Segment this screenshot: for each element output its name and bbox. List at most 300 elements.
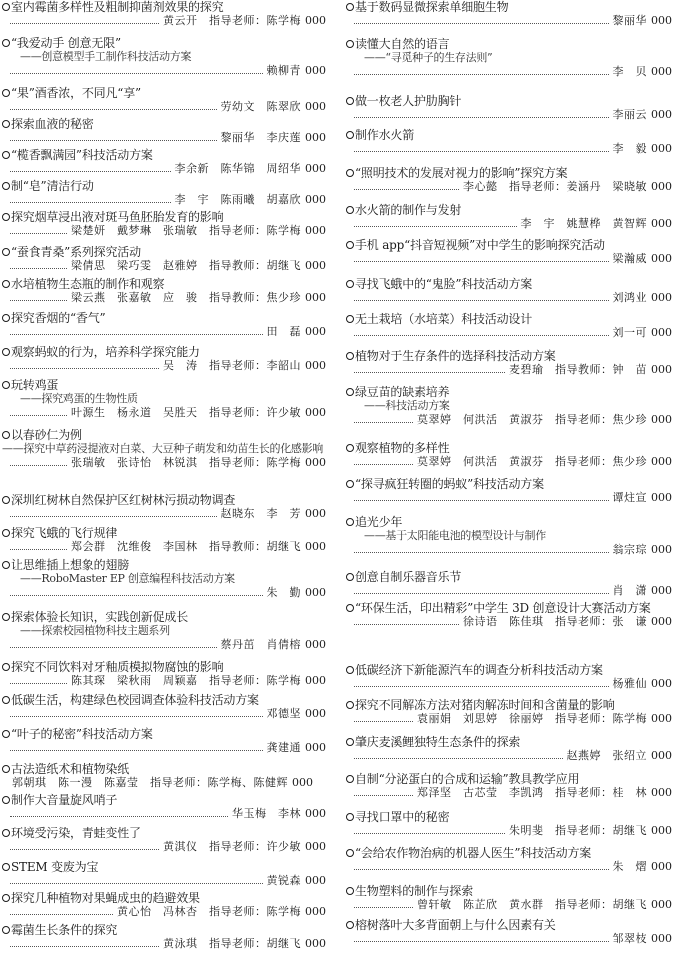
entry-page-number: 000 [651,615,672,628]
entry-title-line [346,37,672,51]
toc-entry[interactable] [346,166,672,194]
toc-entry[interactable] [2,277,326,305]
entry-title-line [2,0,326,14]
entry-authors: 刘鸿业 [612,291,647,304]
toc-entry[interactable] [346,515,672,557]
entry-page-number: 000 [651,65,672,78]
toc-entry[interactable] [346,128,672,156]
entry-page-number: 000 [305,325,326,338]
entry-title: 水火箭的制作与发射 [355,203,462,217]
entry-authors: 黄淇仪 指导老师：许少敏 [163,840,301,853]
entry-authors: 郑泽坚 古芯莹 李凯鸿 指导老师：桂 林 [417,786,647,799]
entry-author-line [346,291,672,305]
toc-entry[interactable] [346,477,672,505]
entry-page-number: 000 [651,932,672,945]
entry-authors: 李 毅 [612,142,647,155]
entry-page-number: 000 [305,131,326,144]
entry-title-line [2,117,326,131]
entry-title-line [346,663,672,677]
toc-entry[interactable] [2,345,326,373]
dot-leader [10,849,159,850]
entry-page-number: 000 [305,807,326,820]
entry-title-line [2,493,326,507]
dot-leader [10,140,217,141]
entry-title-line [346,515,672,529]
entry-page-number: 000 [305,707,326,720]
entry-title: 无土栽培（水培菜）科技活动设计 [355,312,533,326]
circle-bullet-icon [2,431,10,439]
entry-author-line [2,586,326,600]
dot-leader [10,334,263,335]
entry-title-line [346,884,672,898]
entry-page-number: 000 [305,874,326,887]
dot-leader [354,300,609,301]
entry-title: “照明技术的发展对视力的影响”探究方案 [355,166,568,180]
circle-bullet-icon [2,894,10,902]
toc-entry[interactable] [2,793,326,821]
entry-author-line [346,217,672,231]
circle-bullet-icon [346,604,354,612]
entry-title: 探究不同解冻方法对猪肉解冻时间和含菌量的影响 [355,698,615,712]
entry-authors: 叶源生 杨永道 吴胜天 指导老师：许少敏 [71,406,301,419]
entry-authors: 梁云燕 张嘉敏 应 骏 指导教师：焦少珍 [71,291,301,304]
entry-title: 古法造纸术和植物染纸 [11,762,130,776]
dot-leader [354,552,609,553]
entry-authors: 赵燕婷 张绍立 [566,749,647,762]
entry-page-number: 000 [651,252,672,265]
entry-page-number: 000 [305,741,326,754]
dot-leader [10,109,217,110]
entry-title-line [2,179,326,193]
entry-author-line [346,712,672,726]
entry-title-line [2,428,326,442]
entry-authors: 黎丽华 李庆莲 [220,131,301,144]
circle-bullet-icon [346,480,354,488]
circle-bullet-icon [2,863,10,871]
entry-page-number: 000 [305,406,326,419]
circle-bullet-icon [346,169,354,177]
entry-title: 追光少年 [355,515,403,529]
entry-title-line [2,558,326,572]
entry-author-line [2,807,326,821]
entry-authors: 郭朝琪 陈一漫 陈嘉莹 指导老师：陈学梅、陈健辉 [12,776,288,789]
entry-subtitle: ——探索校园植物科技主题系列 [20,624,170,637]
circle-bullet-icon [2,39,10,47]
entry-title: 环境受污染，青蛙变性了 [11,826,141,840]
entry-page-number: 000 [305,291,326,304]
toc-entry[interactable] [2,210,326,238]
circle-bullet-icon [346,206,354,214]
entry-title: 读懂大自然的语言 [355,37,450,51]
entry-title: “果”酒香浓，不同凡“享” [11,86,141,100]
entry-title: 观察蚂蚁的行为，培养科学探究能力 [11,345,200,359]
entry-authors: 朱 熠 [612,860,647,873]
entry-author-line [346,65,672,79]
toc-entry[interactable] [346,884,672,912]
entry-author-line [2,64,326,78]
entry-author-line [346,543,672,557]
entry-author-line [346,142,672,156]
entry-page-number: 000 [305,162,326,175]
circle-bullet-icon [2,765,10,773]
toc-entry[interactable] [2,179,326,207]
entry-page-number: 000 [305,100,326,113]
entry-author-line [2,905,326,919]
entry-page-number: 000 [651,108,672,121]
toc-entry[interactable] [2,378,326,420]
entry-authors: 梁瀚威 [612,252,647,265]
dot-leader [10,549,67,550]
entry-author-line [2,507,326,521]
entry-title-line [2,311,326,325]
dot-leader [354,624,459,625]
toc-entry[interactable] [2,660,326,688]
entry-title-line [346,477,672,491]
entry-title: 室内霉菌多样性及粗制抑菌剂效果的探究 [11,0,224,14]
entry-page-number: 000 [292,776,313,789]
entry-author-line [2,14,326,28]
entry-title: 制作水火箭 [355,128,415,142]
entry-authors: 华玉梅 李林 [232,807,301,820]
toc-entry[interactable] [2,558,326,600]
entry-author-line [2,100,326,114]
entry-title: 深圳红树林自然保护区红树林污损动物调查 [11,493,236,507]
entry-page-number: 000 [651,14,672,27]
circle-bullet-icon [2,529,10,537]
entry-title: 寻找口罩中的秘密 [355,810,450,824]
dot-leader [354,593,609,594]
toc-entry[interactable] [346,601,672,629]
entry-title: 水培植物生态瓶的制作和观察 [11,277,165,291]
toc-entry[interactable] [2,117,326,145]
entry-title-line [346,735,672,749]
entry-title: 探索体验长知识，实践创新促成长 [11,610,189,624]
toc-entry[interactable] [2,762,326,790]
entry-page-number: 000 [651,786,672,799]
entry-title: 低碳经济下新能源汽车的调查分析科技活动方案 [355,663,603,677]
circle-bullet-icon [346,775,354,783]
toc-entry[interactable] [2,36,326,78]
entry-page-number: 000 [651,326,672,339]
entry-subtitle: ——科技活动方案 [364,399,450,412]
entry-author-line [346,932,672,946]
entry-title: “环保生活，印出精彩”中学生 3D 创意设计大赛活动方案 [355,601,651,615]
entry-author-line [2,359,326,373]
entry-title-line [2,923,326,937]
dot-leader [10,946,159,947]
toc-entry[interactable] [346,663,672,691]
entry-page-number: 000 [305,937,326,950]
entry-authors: 梁楚妍 戴梦琳 张瑞敏 指导老师：陈学梅 [71,224,301,237]
toc-entry[interactable] [2,923,326,951]
entry-title-line [346,0,672,14]
entry-page-number: 000 [651,898,672,911]
toc-entry[interactable] [2,610,326,652]
entry-title-line [346,698,672,712]
toc-entry[interactable] [346,846,672,874]
entry-author-line [346,108,672,122]
toc-entry[interactable] [2,860,326,888]
entry-author-line [346,491,672,505]
entry-page-number: 000 [651,491,672,504]
entry-title-line [2,860,326,874]
toc-entry[interactable] [2,526,326,554]
entry-page-number: 000 [305,224,326,237]
circle-bullet-icon [2,696,10,704]
entry-page-number: 000 [651,217,672,230]
toc-entry[interactable] [2,0,326,28]
circle-bullet-icon [346,315,354,323]
toc-entry[interactable] [2,891,326,919]
circle-bullet-icon [346,352,354,360]
entry-title-line [346,385,672,399]
entry-author-line [346,326,672,340]
entry-author-line [346,180,672,194]
circle-bullet-icon [2,151,10,159]
toc-entry[interactable] [2,86,326,114]
entry-page-number: 000 [651,584,672,597]
toc-entry[interactable] [346,238,672,266]
toc-entry[interactable] [346,349,672,377]
entry-title: 探究烟草浸出液对斑马鱼胚胎发育的影响 [11,210,224,224]
circle-bullet-icon [2,182,10,190]
entry-title: 探索血液的秘密 [11,117,94,131]
entry-title: STEM 变废为宝 [11,860,99,874]
toc-entry[interactable] [2,493,326,521]
circle-bullet-icon [2,613,10,621]
circle-bullet-icon [346,887,354,895]
dot-leader [354,74,609,75]
entry-authors: 郑会群 沈维俊 李国林 指导教师：胡继飞 [71,540,301,553]
entry-authors: 黄锐森 [266,874,301,887]
entry-page-number: 000 [651,363,672,376]
circle-bullet-icon [2,314,10,322]
dot-leader [10,595,263,596]
circle-bullet-icon [346,573,354,581]
entry-title-line [346,166,672,180]
entry-author-line [346,584,672,598]
entry-title-line [2,526,326,540]
entry-page-number: 000 [305,64,326,77]
entry-authors: 徐诗语 陈佳琪 指导老师：张 谦 [463,615,647,628]
entry-page-number: 000 [305,507,326,520]
entry-page-number: 000 [305,540,326,553]
entry-authors: 黄心怡 冯林杏 指导老师：陈学梅 [117,905,301,918]
toc-entry[interactable] [346,570,672,598]
circle-bullet-icon [2,381,10,389]
circle-bullet-icon [346,666,354,674]
entry-subtitle: ——创意模型手工制作科技活动方案 [20,50,192,63]
entry-author-line [346,786,672,800]
entry-title-line [2,378,326,392]
entry-title-line [2,826,326,840]
entry-authors: 刘一可 [612,326,647,339]
entry-author-line [2,193,326,207]
entry-author-line [2,162,326,176]
entry-page-number: 000 [651,180,672,193]
entry-title-line [2,245,326,259]
entry-author-line [346,824,672,838]
dot-leader [354,117,609,118]
entry-title: “会给农作物治病的机器人医生”科技活动方案 [355,846,592,860]
entry-title-line [2,210,326,224]
entry-title: 霉菌生长条件的探究 [11,923,118,937]
dot-leader [354,464,413,465]
dot-leader [354,758,563,759]
dot-leader [354,23,609,24]
entry-authors: 陈其琛 梁秋雨 周颖嘉 指导老师：陈学梅 [71,674,301,687]
dot-leader [354,372,505,373]
entry-authors: 杨雅仙 [612,677,647,690]
toc-entry[interactable] [346,735,672,763]
entry-page-number: 000 [305,840,326,853]
dot-leader [354,721,413,722]
toc-entry[interactable] [346,0,672,28]
entry-authors: 邹翠枝 [612,932,647,945]
entry-title: 手机 app“抖音短视频”对中学生的影响探究活动 [355,238,605,252]
entry-author-line [2,707,326,721]
toc-entry[interactable] [346,810,672,838]
entry-title-line [346,846,672,860]
entry-authors: 劳幼文 陈翠欣 [220,100,301,113]
circle-bullet-icon [2,120,10,128]
entry-page-number: 000 [305,638,326,651]
dot-leader [10,233,67,234]
entry-title-line [346,349,672,363]
toc-entry[interactable] [2,826,326,854]
entry-title: 榕树落叶大多背面朝上与什么因素有关 [355,918,556,932]
entry-title-line [346,601,672,615]
entry-authors: 肖 潇 [612,584,647,597]
dot-leader [10,73,263,74]
dot-leader [354,941,609,942]
dot-leader [10,647,217,648]
dot-leader [354,151,609,152]
entry-title: 制“皂”清洁行动 [11,179,94,193]
entry-title-line [346,128,672,142]
entry-title: 寻找飞蛾中的“鬼脸”科技活动方案 [355,277,533,291]
dot-leader [354,833,505,834]
toc-entry[interactable] [2,311,326,339]
toc-entry[interactable] [346,37,672,79]
entry-authors: 李 宇 陈雨曦 胡嘉欣 [174,193,301,206]
entry-authors: 赖柳青 [266,64,301,77]
entry-title: 观察植物的多样性 [355,441,450,455]
entry-author-line [346,749,672,763]
toc-entry[interactable] [2,727,326,755]
entry-authors: 蔡丹茁 肖倩榕 [220,638,301,651]
dot-leader [10,415,67,416]
entry-title-line [2,610,326,624]
toc-entry[interactable] [346,441,672,469]
toc-entry[interactable] [346,698,672,726]
toc-entry[interactable] [346,918,672,946]
entry-title-line [346,570,672,584]
entry-author-line [2,325,326,339]
circle-bullet-icon [346,921,354,929]
entry-title: 基于数码显微探索单细胞生物 [355,0,509,14]
entry-authors: 李 贝 [612,65,647,78]
entry-title-line [2,891,326,905]
entry-title-line [346,441,672,455]
entry-authors: 莫翠婷 何洪活 黄淑芬 指导老师：焦少珍 [417,455,647,468]
entry-page-number: 000 [651,291,672,304]
dot-leader [354,686,609,687]
entry-author-line [346,455,672,469]
entry-title-line [346,810,672,824]
entry-page-number: 000 [651,749,672,762]
entry-title-line [346,312,672,326]
entry-page-number: 000 [305,456,326,469]
entry-authors: 黄云开 指导老师：陈学梅 [163,14,301,27]
entry-page-number: 000 [651,543,672,556]
entry-author-line [2,291,326,305]
entry-authors: 谭炷宣 [612,491,647,504]
toc-entry[interactable] [346,277,672,305]
circle-bullet-icon [2,89,10,97]
toc-entry[interactable] [2,245,326,273]
circle-bullet-icon [346,3,354,11]
entry-author-line [2,674,326,688]
entry-author-line [2,259,326,273]
entry-title-line [346,277,672,291]
entry-author-line [2,840,326,854]
circle-bullet-icon [346,241,354,249]
entry-subtitle: ——RoboMaster EP 创意编程科技活动方案 [20,572,235,585]
entry-title-line [346,918,672,932]
circle-bullet-icon [346,40,354,48]
entry-author-line [346,898,672,912]
entry-page-number: 000 [305,14,326,27]
toc-entry[interactable] [346,312,672,340]
entry-authors: 李余新 陈华锦 周绍华 [174,162,301,175]
dot-leader [354,869,609,870]
entry-title: 生物塑料的制作与探索 [355,884,474,898]
entry-title: 肇庆麦溪鲤独特生态条件的探索 [355,735,521,749]
toc-entry[interactable] [2,428,326,470]
circle-bullet-icon [2,213,10,221]
toc-entry[interactable] [346,385,672,427]
dot-leader [354,500,609,501]
toc-entry[interactable] [346,203,672,231]
toc-entry[interactable] [346,772,672,800]
entry-authors: 李 宇 姚慧桦 黄智辉 [520,217,647,230]
toc-entry[interactable] [2,148,326,176]
entry-title: 探究不同饮料对牙釉质模拟物腐蚀的影响 [11,660,224,674]
toc-entry[interactable] [346,94,672,122]
entry-page-number: 000 [305,905,326,918]
entry-authors: 邓德坚 [266,707,301,720]
toc-entry[interactable] [2,693,326,721]
entry-title-line [346,203,672,217]
entry-authors: 袁丽娟 刘思婷 徐丽婷 指导老师：陈学梅 [417,712,647,725]
circle-bullet-icon [2,730,10,738]
entry-authors: 朱 勤 [266,586,301,599]
entry-subtitle: ——探究中草药浸提液对白菜、大豆种子萌发和幼苗生长的化感影响 [2,442,323,455]
entry-page-number: 000 [305,586,326,599]
entry-title-line [2,277,326,291]
dot-leader [354,422,413,423]
dot-leader [354,261,609,262]
entry-page-number: 000 [651,455,672,468]
entry-authors: 翁宗琮 [612,543,647,556]
entry-page-number: 000 [305,259,326,272]
entry-title: “探寻疯狂转圈的蚂蚁”科技活动方案 [355,477,544,491]
dot-leader [354,226,517,227]
entry-page-number: 000 [305,193,326,206]
entry-author-line [2,937,326,951]
entry-title: 植物对于生存条件的选择科技活动方案 [355,349,556,363]
